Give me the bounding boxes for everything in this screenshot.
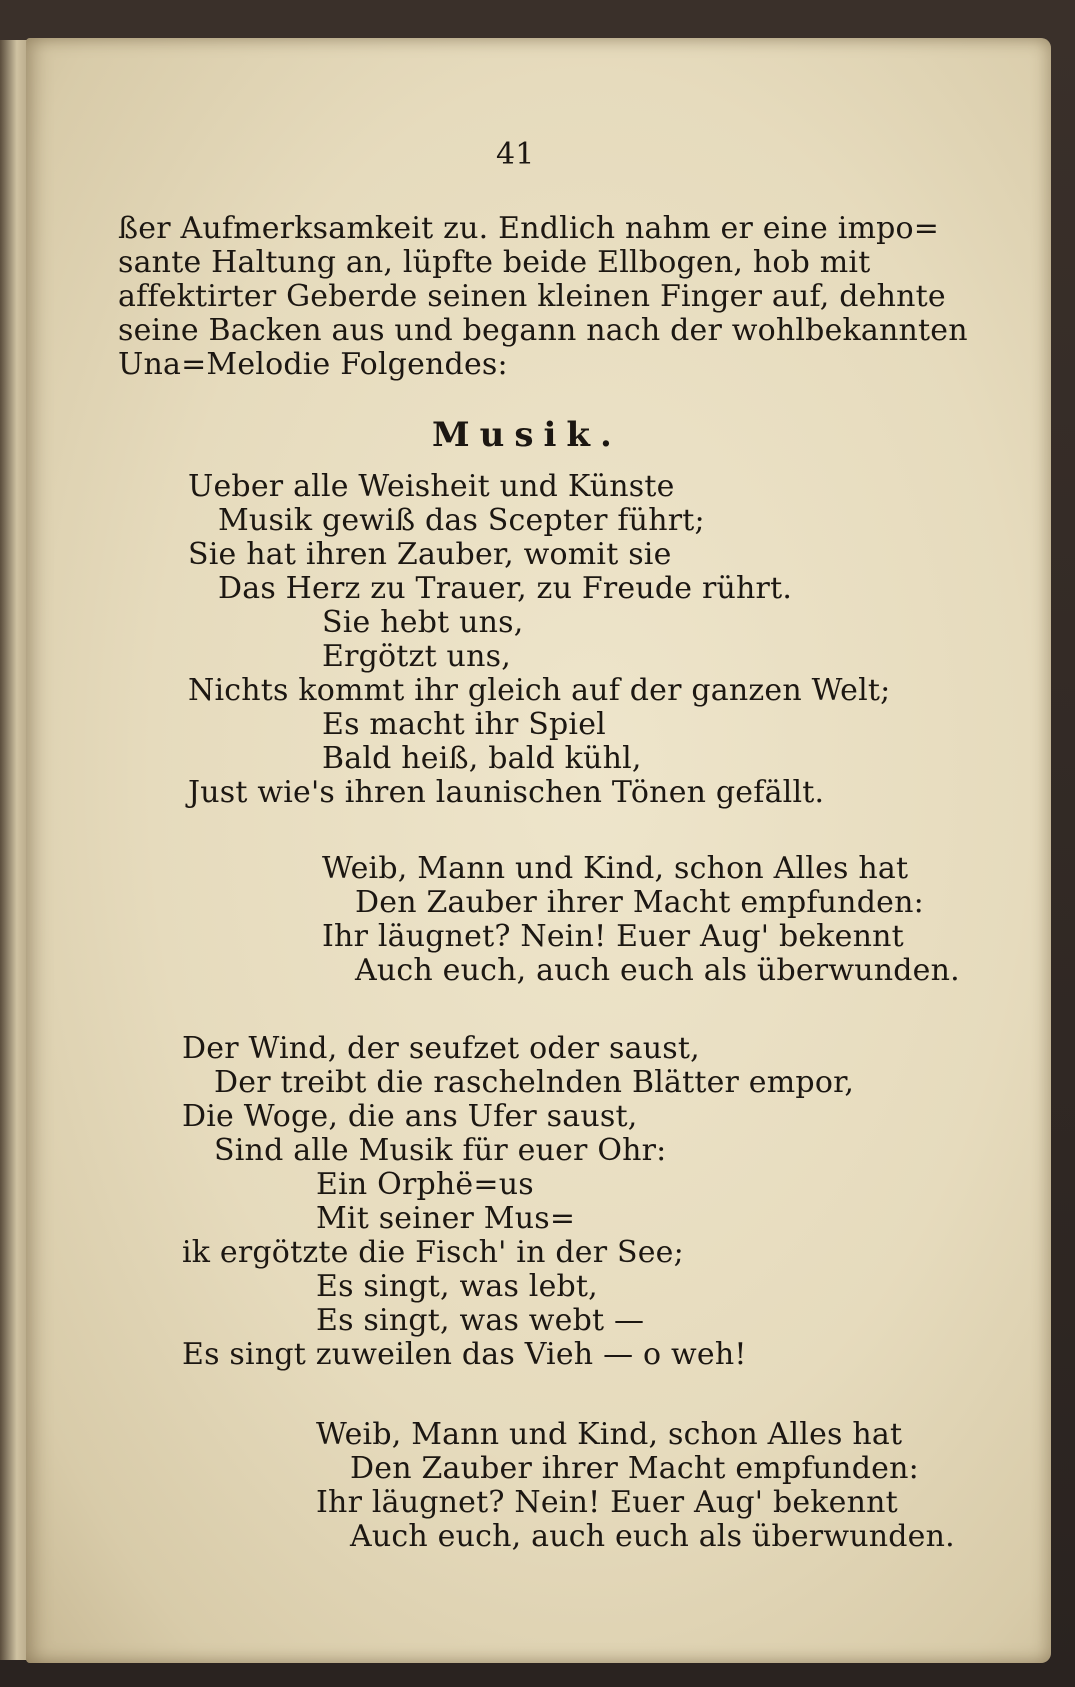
refrain-line: Weib, Mann und Kind, schon Alles hat xyxy=(322,851,909,886)
verse-line: Es singt, was lebt, xyxy=(316,1269,598,1304)
refrain-line: Den Zauber ihrer Macht empfunden: xyxy=(355,885,924,920)
verse-line: Es singt zuweilen das Vieh — o weh! xyxy=(182,1337,747,1372)
poem-title: Musik. xyxy=(432,415,622,455)
facing-page-edge xyxy=(0,40,28,1660)
refrain-line: Den Zauber ihrer Macht empfunden: xyxy=(350,1451,919,1486)
intro-line: affektirter Geberde seinen kleinen Finger auf, dehnte xyxy=(118,279,946,314)
verse-line: Sind alle Musik für euer Ohr: xyxy=(214,1133,667,1168)
verse-line: Es macht ihr Spiel xyxy=(322,707,606,742)
verse-line: Der treibt die raschelnden Blätter empor, xyxy=(214,1065,855,1100)
verse-line: Sie hat ihren Zauber, womit sie xyxy=(188,537,672,572)
intro-line: Una=Melodie Folgendes: xyxy=(118,347,508,382)
verse-line: Nichts kommt ihr gleich auf der ganzen Welt; xyxy=(188,673,891,708)
verse-line: Musik gewiß das Scepter führt; xyxy=(218,503,705,538)
verse-line: Ueber alle Weisheit und Künste xyxy=(188,469,675,504)
verse-line: Das Herz zu Trauer, zu Freude rührt. xyxy=(218,571,793,606)
verse-line: Bald heiß, bald kühl, xyxy=(322,741,642,776)
intro-line: ßer Aufmerksamkeit zu. Endlich nahm er eine impo= xyxy=(118,211,940,246)
refrain-line: Auch euch, auch euch als überwunden. xyxy=(350,1519,955,1554)
verse-line: ik ergötzte die Fisch' in der See; xyxy=(182,1235,684,1270)
refrain-line: Auch euch, auch euch als überwunden. xyxy=(355,953,960,988)
verse-line: Just wie's ihren launischen Tönen gefällt. xyxy=(188,775,825,810)
intro-line: sante Haltung an, lüpfte beide Ellbogen, hob mit xyxy=(118,245,871,280)
intro-line: seine Backen aus und begann nach der wohlbekannten xyxy=(118,313,968,348)
refrain-line: Ihr läugnet? Nein! Euer Aug' bekennt xyxy=(322,919,904,954)
verse-line: Die Woge, die ans Ufer saust, xyxy=(182,1099,638,1134)
verse-line: Der Wind, der seufzet oder saust, xyxy=(182,1031,700,1066)
verse-line: Sie hebt uns, xyxy=(322,605,524,640)
verse-line: Mit seiner Mus= xyxy=(316,1201,576,1236)
refrain-line: Ihr läugnet? Nein! Euer Aug' bekennt xyxy=(316,1485,898,1520)
verse-line: Ein Orphë=us xyxy=(316,1167,534,1202)
refrain-line: Weib, Mann und Kind, schon Alles hat xyxy=(316,1417,903,1452)
verse-line: Es singt, was webt — xyxy=(316,1303,645,1338)
page-number: 41 xyxy=(496,137,535,172)
verse-line: Ergötzt uns, xyxy=(322,639,511,674)
